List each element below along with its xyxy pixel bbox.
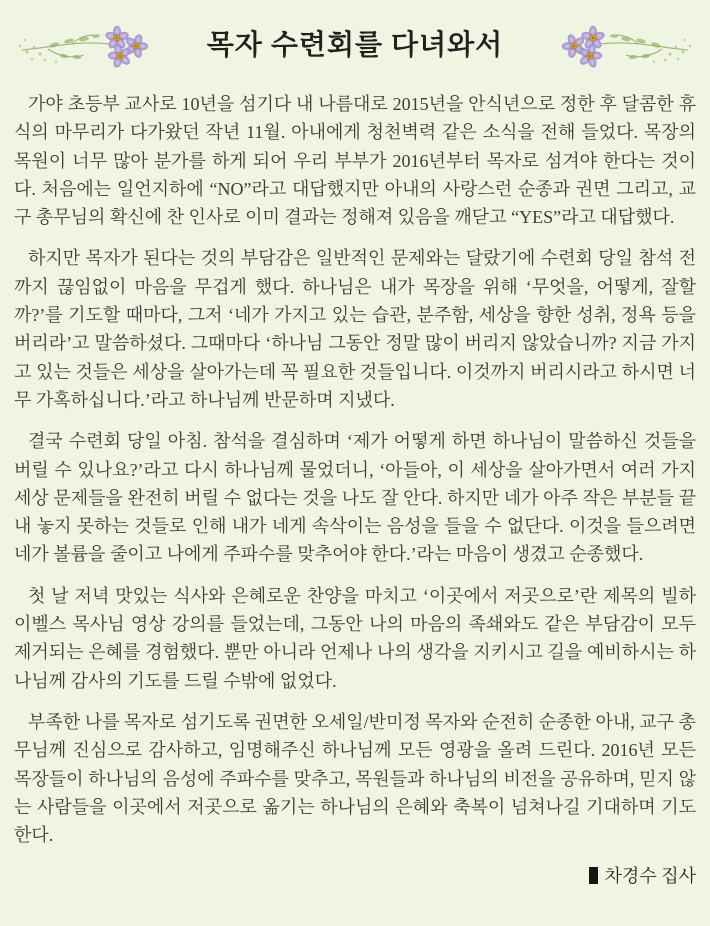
body-paragraph: 부족한 나를 목자로 섬기도록 권면한 오세일/반미정 목자와 순전히 순종한 아내, 교구 총무님께 진심으로 감사하고, 임명해주신 하나님께 모든 영광을 올려 드린다. 2016년 모든 목장들이 하나님의 음성에 주파수를 맞추고, 목원들과 하나님의 비전을 공유하며, 믿지 않는 사람들을 이곳에서 저곳으로 옮기는 하나님의 은혜와 축복이 넘쳐나길 기대하며 기도한다.	[14, 711, 696, 846]
body-paragraph: 첫 날 저녁 맛있는 식사와 은혜로운 찬양을 마치고 ‘이곳에서 저곳으로’란 제목의 빌하이벨스 목사님 영상 강의를 들었는데, 그동안 나의 마음의 족쇄와도 같은 부담감이 모두 제거되는 은혜를 경험했다. 뿐만 아니라 언제나 나의 생각을 지키시고 길을 예비하시는 하나님께 감사의 기도를 드릴 수밖에 없었다.	[14, 585, 696, 691]
page-title: 목자 수련회를 다녀와서	[206, 30, 504, 61]
body-paragraph: 하지만 목자가 된다는 것의 부담감은 일반적인 문제와는 달랐기에 수련회 당일 참석 전까지 끊임없이 마음을 무겁게 했다. 하나님은 내가 목장을 위해 ‘무엇을, 어떻게, 잘할까?’를 기도할 때마다, 그저 ‘네가 가지고 있는 습관, 분주함, 세상을 향한 성취, 정욕 등을 버리라’고 말씀하셨다. 그때마다 ‘하나님 그동안 정말 많이 버리지 않았습니까? 지금 가지고 있는 것들은 세상을 살아가는데 꼭 필요한 것들입니다. 이것까지 버리시라고 하시면 너무 가혹하십니다.’라고 하나님께 반문하며 지냈다.	[14, 248, 696, 410]
body-paragraph: 가야 초등부 교사로 10년을 섬기다 내 나름대로 2015년을 안식년으로 정한 후 달콤한 휴식의 마무리가 다가왔던 작년 11월. 아내에게 청천벽력 같은 소식을 전해 들었다. 목장의 목원이 너무 많아 분가를 하게 되어 우리 부부가 2016년부터 목자로 섬겨야 한다는 것이다. 처음에는 일언지하에 “NO”라고 대답했지만 아내의 사랑스런 순종과 권면 그리고, 교구 총무님의 확신에 찬 인사로 이미 결과는 정해져 있음을 깨닫고 “YES”라고 대답했다.	[14, 94, 696, 228]
flower-sprig-icon	[14, 18, 152, 68]
signature-bar-icon	[589, 867, 598, 884]
author-name: 차경수 집사	[604, 866, 696, 887]
article-body	[14, 90, 696, 849]
author-signature	[14, 862, 696, 888]
body-paragraph: 결국 수련회 당일 아침. 참석을 결심하며 ‘제가 어떻게 하면 하나님이 말씀하신 것들을 버릴 수 있나요?’라고 다시 하나님께 물었더니, ‘아들아, 이 세상을 살아가면서 여러 가지 세상 문제들을 완전히 버릴 수 없다는 것을 나도 잘 안다. 하지만 네가 아주 작은 부분들 끝내 놓지 못하는 것들로 인해 내가 네게 속삭이는 음성을 들을 수 없단다. 이것을 들으려면 네가 볼륨을 줄이고 나에게 주파수를 맞추어야 한다.’라는 마음이 생겼고 순종했다.	[14, 431, 696, 565]
flower-sprig-icon	[558, 18, 696, 68]
page-header	[14, 0, 696, 72]
